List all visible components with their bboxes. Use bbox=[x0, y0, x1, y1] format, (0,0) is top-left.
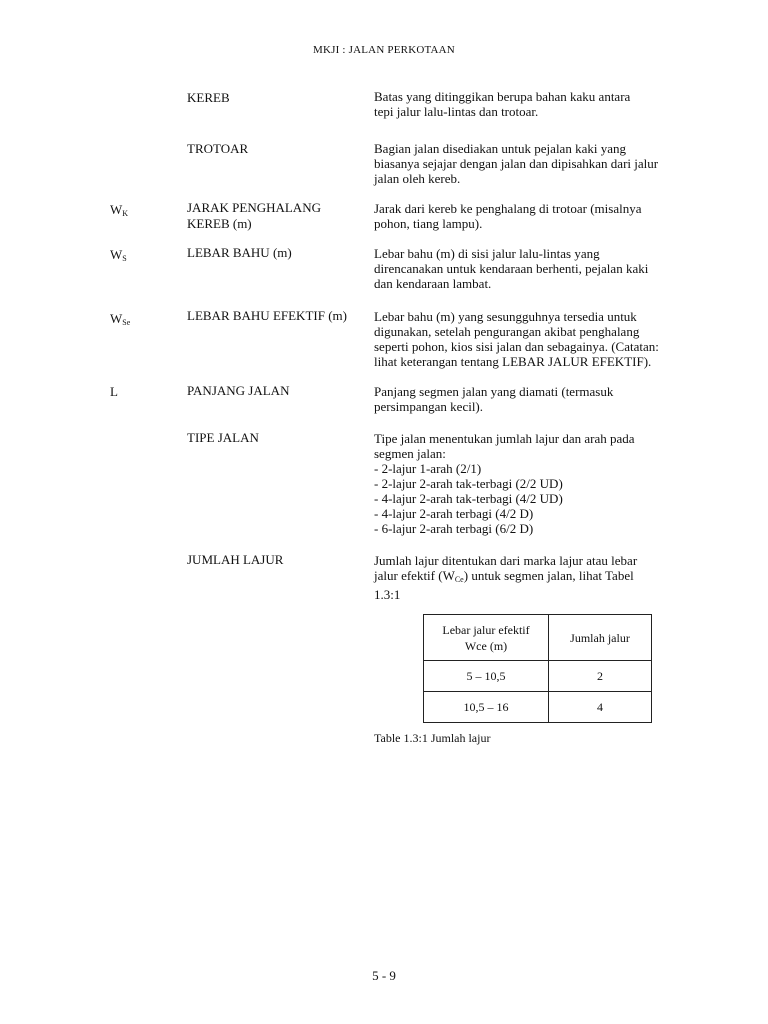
definition-trotoar bbox=[374, 141, 697, 186]
definition-line: segmen jalan: bbox=[374, 446, 446, 461]
term-tipe-jalan: TIPE JALAN bbox=[187, 430, 259, 445]
symbol-main: W bbox=[110, 247, 123, 262]
term-lebar-bahu-efektif: LEBAR BAHU EFEKTIF (m) bbox=[187, 308, 347, 323]
symbol-main: W bbox=[110, 311, 123, 326]
table-caption: Table 1.3:1 Jumlah lajur bbox=[374, 731, 491, 745]
definition-tipe-jalan bbox=[374, 431, 697, 536]
definition-list-item: - 2-lajur 1-arah (2/1) bbox=[374, 461, 482, 476]
symbol-ws bbox=[110, 247, 127, 263]
term-kereb: KEREB bbox=[187, 90, 230, 105]
definition-line: pohon, tiang lampu). bbox=[374, 216, 483, 231]
definition-line: Bagian jalan disediakan untuk pejalan kaki yang bbox=[374, 141, 626, 156]
definition-line: Lebar bahu (m) yang sesungguhnya tersedia untuk bbox=[374, 309, 637, 324]
table-row bbox=[424, 661, 652, 692]
page-number: 5 - 9 bbox=[372, 968, 396, 983]
definition-lebar-bahu bbox=[374, 246, 697, 291]
definition-line: dan kendaraan lambat. bbox=[374, 276, 492, 291]
definition-line: tepi jalur lalu-lintas dan trotoar. bbox=[374, 104, 539, 119]
table-header-jumlah-jalur: Jumlah jalur bbox=[549, 615, 652, 661]
definition-line bbox=[374, 568, 697, 587]
term-panjang-jalan: PANJANG JALAN bbox=[187, 383, 290, 398]
symbol-wk bbox=[110, 202, 128, 218]
definition-list-item: - 4-lajur 2-arah tak-terbagi (4/2 UD) bbox=[374, 491, 563, 506]
symbol-subscript: S bbox=[122, 254, 127, 263]
definition-line: Batas yang ditinggikan berupa bahan kaku antara bbox=[374, 89, 631, 104]
definition-text: ) untuk segmen jalan, lihat Tabel bbox=[463, 568, 634, 583]
symbol-main: W bbox=[110, 202, 123, 217]
definition-line: Lebar bahu (m) di sisi jalur lalu-lintas yang bbox=[374, 246, 600, 261]
definition-line: persimpangan kecil). bbox=[374, 399, 484, 414]
table-cell-width: 5 – 10,5 bbox=[424, 661, 549, 692]
definition-line: Panjang segmen jalan yang diamati (termasuk bbox=[374, 384, 614, 399]
definition-line: Jarak dari kereb ke penghalang di trotoar (misalnya bbox=[374, 201, 642, 216]
definition-line: lihat keterangan tentang LEBAR JALUR EFEKTIF). bbox=[374, 354, 652, 369]
definition-subscript: Ce bbox=[454, 575, 464, 584]
definition-line: 1.3:1 bbox=[374, 587, 401, 602]
symbol-subscript: Se bbox=[122, 318, 131, 327]
lane-count-table bbox=[423, 614, 652, 723]
term-lebar-bahu: LEBAR BAHU (m) bbox=[187, 245, 292, 260]
symbol-wse bbox=[110, 311, 130, 327]
term-trotoar: TROTOAR bbox=[187, 141, 249, 156]
definition-line: jalan oleh kereb. bbox=[374, 171, 461, 186]
table-header-row bbox=[424, 615, 652, 661]
table-row bbox=[424, 692, 652, 723]
definition-lebar-bahu-efektif bbox=[374, 309, 697, 369]
definition-line: digunakan, setelah pengurangan akibat penghalang bbox=[374, 324, 640, 339]
definition-list-item: - 4-lajur 2-arah terbagi (4/2 D) bbox=[374, 506, 534, 521]
symbol-l: L bbox=[110, 384, 118, 399]
definition-panjang-jalan bbox=[374, 384, 697, 414]
definition-line: Jumlah lajur ditentukan dari marka lajur atau lebar bbox=[374, 553, 638, 568]
table-cell-lanes: 4 bbox=[549, 692, 652, 723]
table-header-text: Lebar jalur efektif Wce (m) bbox=[442, 622, 530, 653]
page-header: MKJI : JALAN PERKOTAAN bbox=[313, 44, 455, 56]
definition-line: direncanakan untuk kendaraan berhenti, pejalan kaki bbox=[374, 261, 649, 276]
definition-list-item: - 6-lajur 2-arah terbagi (6/2 D) bbox=[374, 521, 534, 536]
definition-jarak-penghalang-kereb bbox=[374, 201, 697, 231]
definition-list-item: - 2-lajur 2-arah tak-terbagi (2/2 UD) bbox=[374, 476, 563, 491]
definition-line: seperti pohon, kios sisi jalan dan sebagainya. (Catatan: bbox=[374, 339, 659, 354]
term-jumlah-lajur: JUMLAH LAJUR bbox=[187, 552, 284, 567]
term-jarak-penghalang-kereb: JARAK PENGHALANG KEREB (m) bbox=[187, 200, 321, 231]
definition-line: Tipe jalan menentukan jumlah lajur dan arah pada bbox=[374, 431, 635, 446]
definition-jumlah-lajur bbox=[374, 553, 697, 602]
definition-kereb bbox=[374, 89, 697, 119]
table-cell-width: 10,5 – 16 bbox=[424, 692, 549, 723]
table-cell-lanes: 2 bbox=[549, 661, 652, 692]
definition-line: biasanya sejajar dengan jalan dan dipisahkan dari jalur bbox=[374, 156, 659, 171]
definition-text: jalur efektif (W bbox=[374, 568, 455, 583]
symbol-subscript: K bbox=[122, 209, 129, 218]
table-header-lebar-jalur bbox=[424, 615, 549, 661]
